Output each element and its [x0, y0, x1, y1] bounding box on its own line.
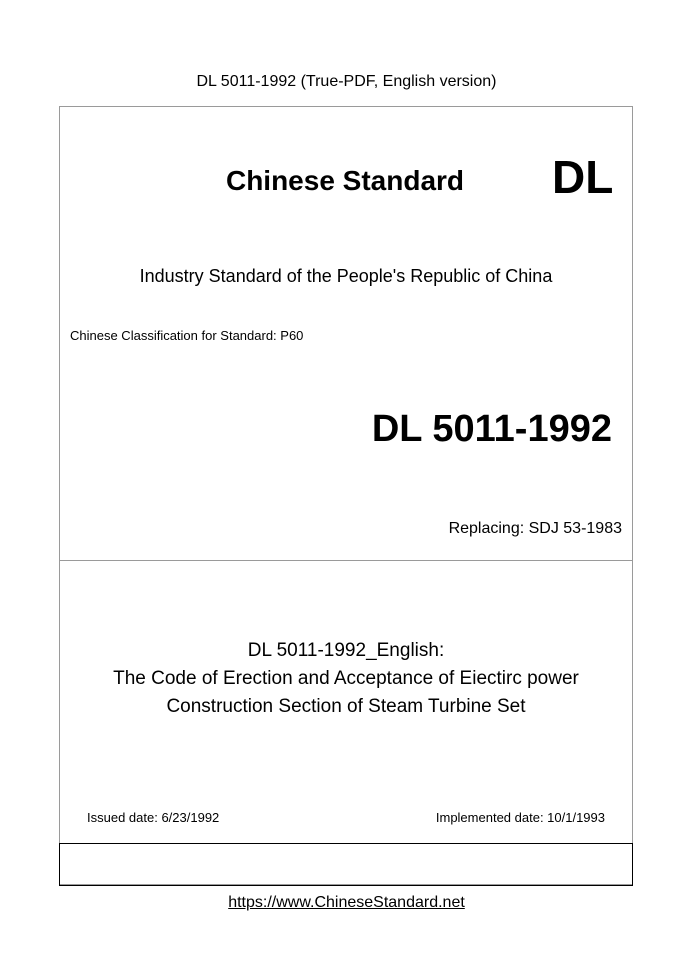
implemented-date: Implemented date: 10/1/1993: [435, 810, 605, 825]
website-link[interactable]: https://www.ChineseStandard.net: [228, 894, 465, 911]
document-title-line-1: DL 5011-1992_English:: [247, 640, 445, 661]
document-title: [60, 637, 632, 721]
section-divider: [60, 560, 632, 561]
replacing-line: Replacing: SDJ 53-1983: [448, 520, 622, 537]
classification-line: Chinese Classification for Standard: P60: [70, 328, 304, 343]
document-header: DL 5011-1992 (True-PDF, English version): [196, 73, 497, 90]
standard-code-logo: DL: [552, 151, 614, 203]
issued-date: Issued date: 6/23/1992: [87, 810, 220, 825]
footer: [0, 893, 693, 913]
cover-frame: [59, 106, 633, 885]
standard-number: DL 5011-1992: [371, 408, 612, 450]
document-title-line-3: Construction Section of Steam Turbine Set: [166, 696, 526, 717]
document-title-line-2: The Code of Erection and Acceptance of Eiectirc power: [113, 668, 579, 689]
standard-title: Chinese Standard: [225, 165, 465, 196]
industry-standard-line: Industry Standard of the People's Republic of China: [139, 266, 553, 286]
bottom-box: [59, 843, 633, 886]
